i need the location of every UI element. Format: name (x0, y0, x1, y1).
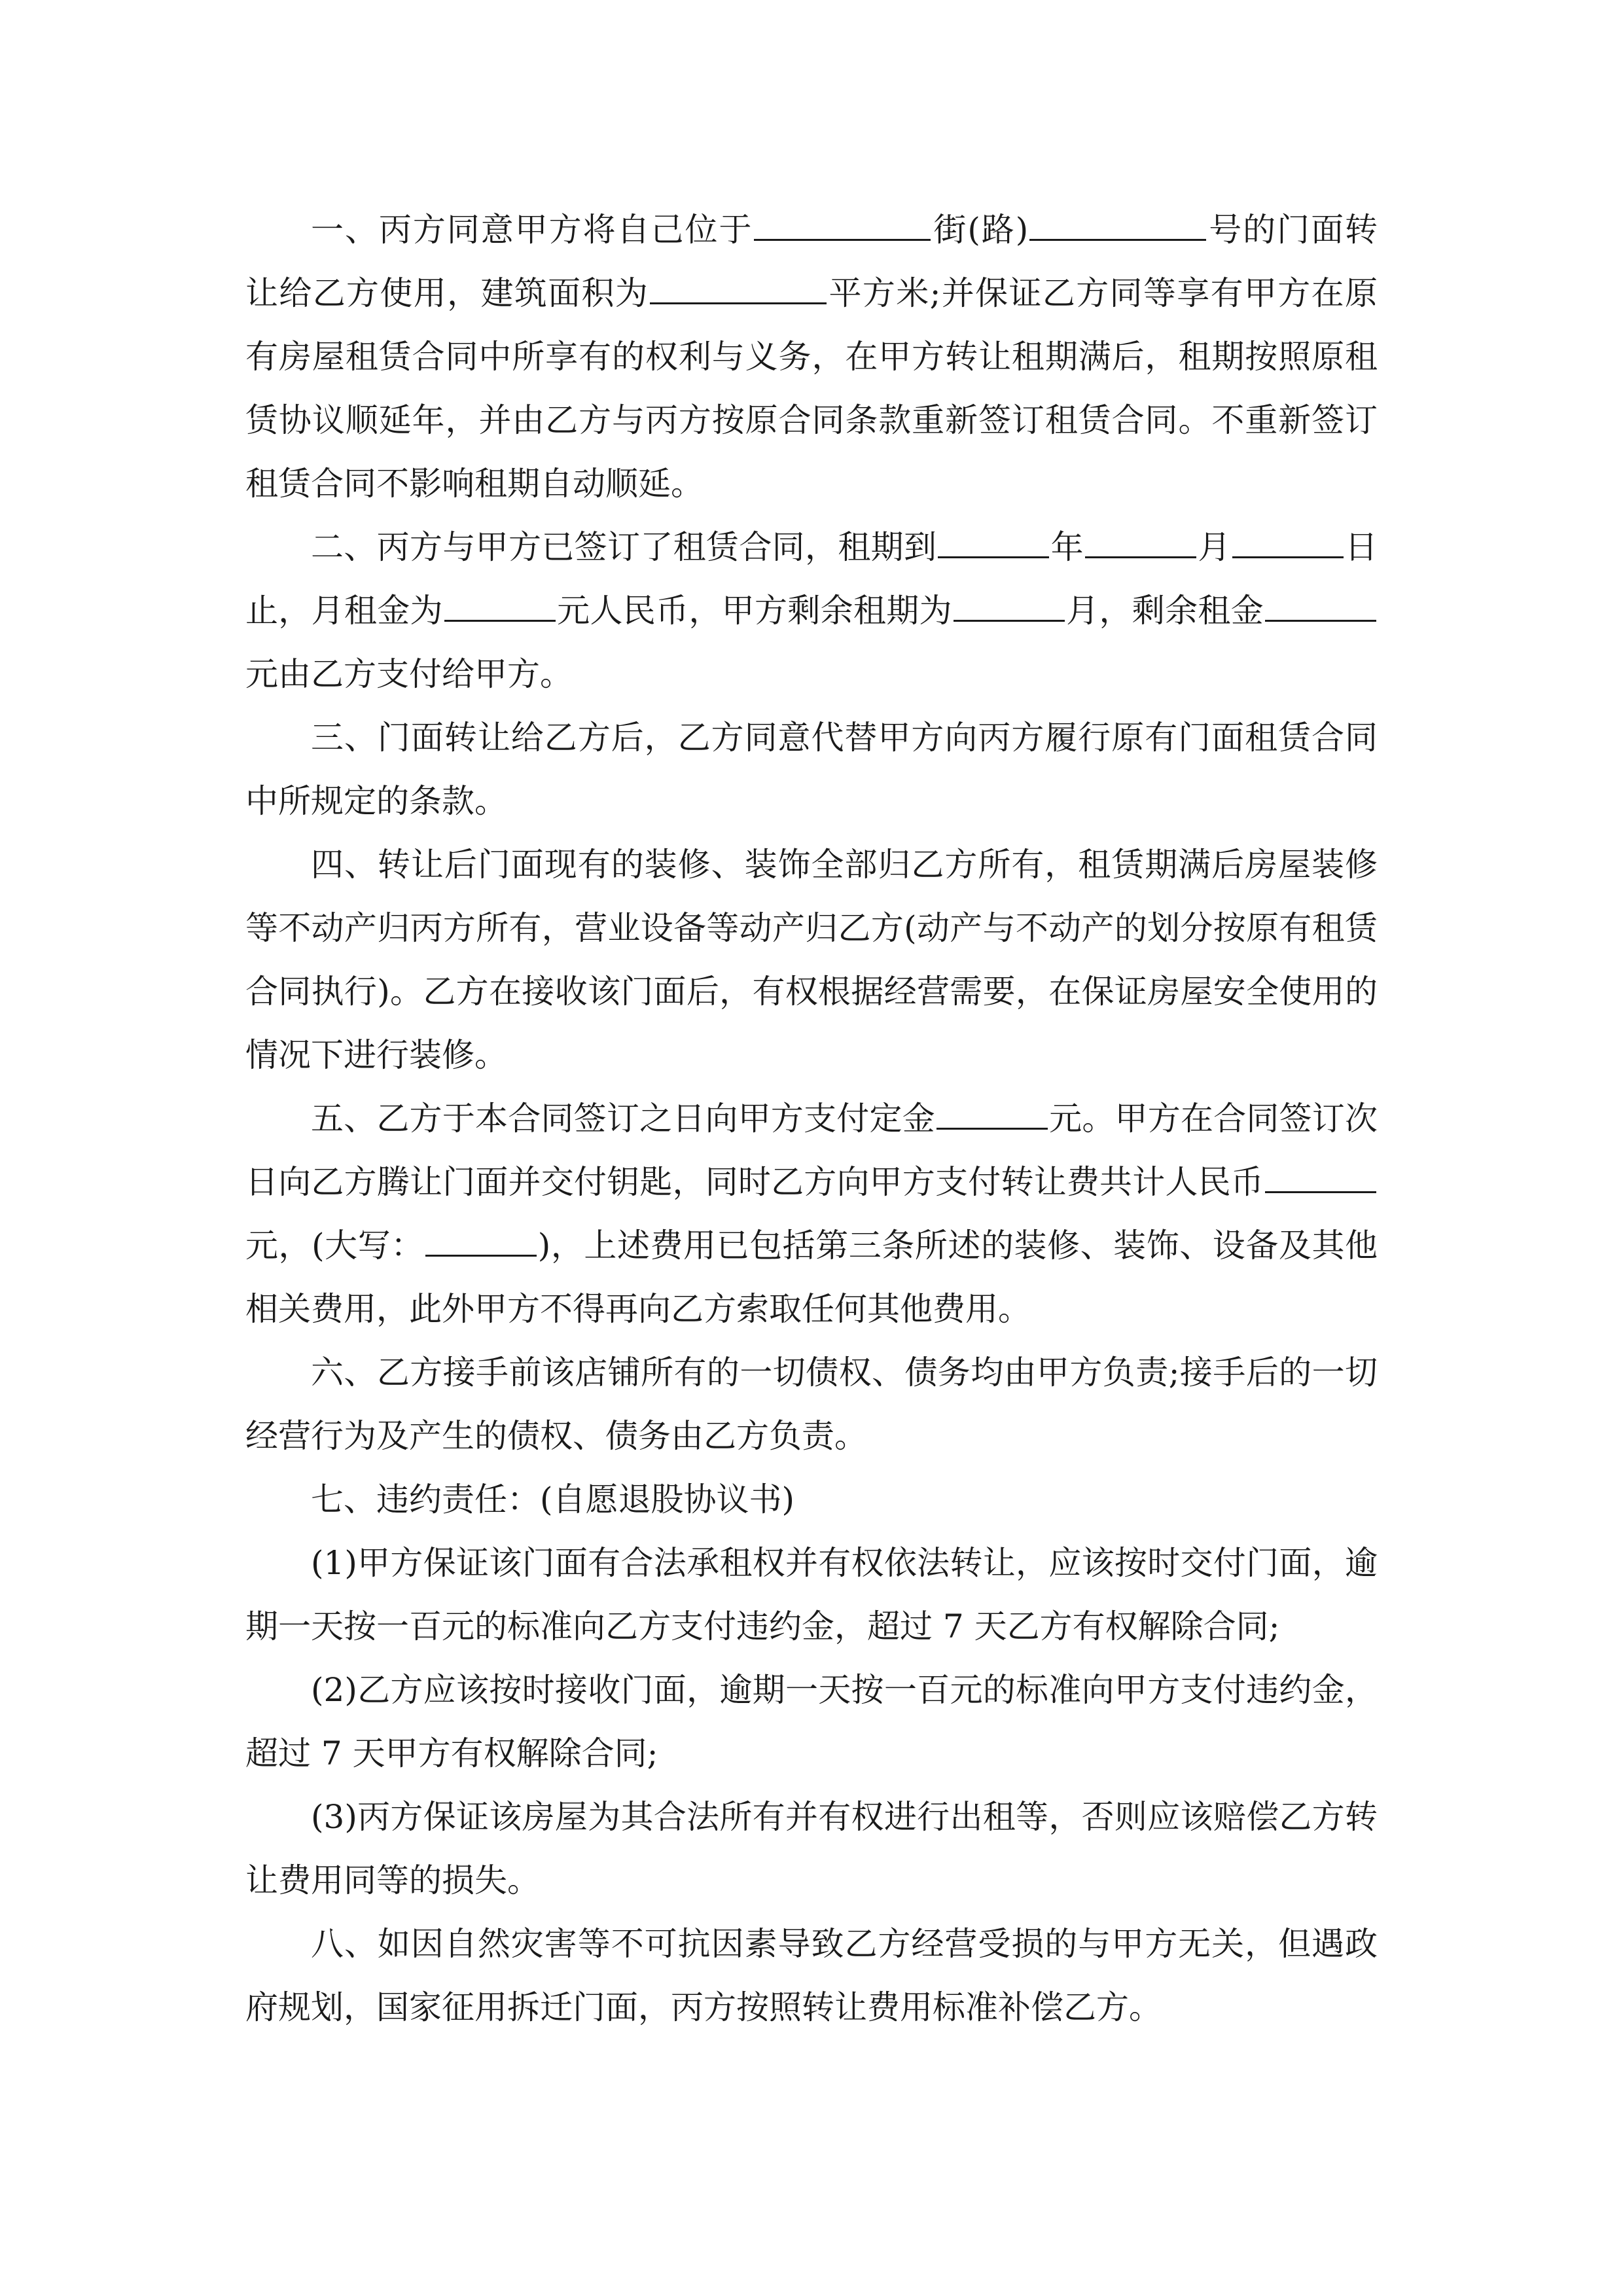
transfer-fee-blank (1265, 1152, 1376, 1193)
fee-in-words-blank (425, 1215, 537, 1257)
street-blank (754, 200, 931, 241)
clause-5-text-a: 五、乙方于本合同签订之日向甲方支付定金 (311, 1100, 935, 1138)
clause-6: 六、乙方接手前该店铺所有的一切债权、债务均由甲方负责;接手后的一切经营行为及产生的债权、债务由乙方负责。 (245, 1354, 1378, 1455)
clause-2-text-a: 二、丙方与甲方已签订了租赁合同，租期到 (311, 528, 937, 566)
contract-body (245, 198, 1378, 2039)
clause-2-text-f: 月，剩余租金 (1065, 592, 1264, 630)
number-blank (1029, 200, 1206, 241)
month-blank (1085, 517, 1196, 558)
clause-2 (245, 516, 1378, 706)
clause-5-text-c: 元，(大写： (245, 1227, 424, 1265)
clause-4: 四、转让后门面现有的装修、装饰全部归乙方所有，租赁期满后房屋装修等不动产归丙方所有，营业设备等动产归乙方(动产与不动产的划分按原有租赁合同执行)。乙方在接收该门面后，有权根据经营需要，在保证房屋安全使用的情况下进行装修。 (245, 846, 1378, 1074)
clause-7-item-3: (3)丙方保证该房屋为其合法所有并有权进行出租等，否则应该赔偿乙方转让费用同等的损失。 (245, 1798, 1378, 1899)
clause-7-item-2: (2)乙方应该按时接收门面，逾期一天按一百元的标准向甲方支付违约金，超过 7 天甲方有权解除合同; (245, 1671, 1378, 1772)
clause-5-text-d: )，上述费用已包括第三条所述的装修、装饰、设备及其他相关费用，此外甲方不得再向乙方索取任何其他费用。 (245, 1227, 1378, 1328)
clause-1-text-c: 号的门面转让给乙方使用，建筑面积为 (245, 211, 1378, 312)
day-blank (1232, 517, 1344, 558)
clause-2-text-d: 日止，月租金为 (245, 528, 1378, 630)
area-blank (650, 263, 827, 304)
clause-1 (245, 198, 1378, 516)
clause-8: 八、如因自然灾害等不可抗因素导致乙方经营受损的与甲方无关，但遇政府规划，国家征用拆迁门面，丙方按照转让费用标准补偿乙方。 (245, 1925, 1378, 2026)
remaining-rent-blank (1265, 581, 1376, 622)
clause-3: 三、门面转让给乙方后，乙方同意代替甲方向丙方履行原有门面租赁合同中所规定的条款。 (245, 719, 1378, 820)
clause-5 (245, 1087, 1378, 1341)
clause-1-text-a: 一、丙方同意甲方将自己位于 (311, 211, 753, 249)
clause-2-text-b: 年 (1050, 528, 1084, 566)
clause-2-text-g: 元由乙方支付给甲方。 (245, 655, 573, 693)
clause-1-text-b: 街(路) (932, 211, 1029, 249)
clause-5-text-b: 元。甲方在合同签订次日向乙方腾让门面并交付钥匙，同时乙方向甲方支付转让费共计人民币 (245, 1100, 1378, 1201)
monthly-rent-blank (444, 581, 556, 622)
deposit-blank (936, 1088, 1048, 1130)
clause-2-text-c: 月 (1198, 528, 1231, 566)
year-blank (938, 517, 1049, 558)
clause-2-text-e: 元人民币，甲方剩余租期为 (556, 592, 952, 630)
clause-7-heading: 七、违约责任：(自愿退股协议书) (311, 1480, 795, 1518)
clause-7-item-1: (1)甲方保证该门面有合法承租权并有权依法转让，应该按时交付门面，逾期一天按一百元的标准向乙方支付违约金，超过 7 天乙方有权解除合同; (245, 1544, 1378, 1645)
remaining-term-blank (954, 581, 1065, 622)
clause-1-text-d: 平方米;并保证乙方同等享有甲方在原有房屋租赁合同中所享有的权利与义务，在甲方转让租期满后，租期按照原租赁协议顺延年，并由乙方与丙方按原合同条款重新签订租赁合同。不重新签订租赁合同不影响租期自动顺延。 (245, 274, 1378, 503)
